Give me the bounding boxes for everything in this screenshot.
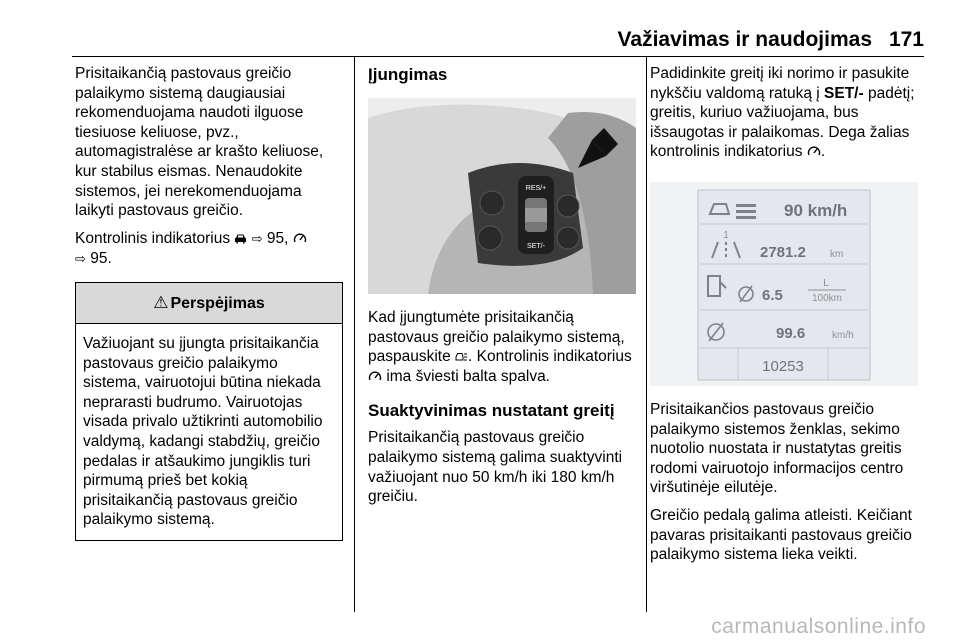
page-header <box>0 0 960 56</box>
activation-paragraph: Kad įjungtumėte prisitaikančią pastovaus greičio palaikymo sistemą, paspauskite . Kontrolinis indikatorius ima šviesti balta spalva. <box>368 309 632 385</box>
indicator-reference: Kontrolinis indikatorius ⇨ 95, ⇨ 95. <box>75 229 343 270</box>
set-key-label: SET/- <box>824 84 864 102</box>
avg-speed-unit: km/h <box>832 329 854 341</box>
paragraph: Prisitaikančios pastovaus greičio palaikymo sistemos ženklas, sekimo nuotolio nuostata ir nustatytas greitis rodomi vairuotojo informacijos centro viršutinėje eilutėje. <box>650 400 904 497</box>
set-speed-readout: 90 km/h <box>784 200 848 220</box>
res-button-label: RES/+ <box>525 185 547 192</box>
trip-distance-readout: 2781.2 <box>760 243 806 261</box>
speedometer-icon <box>807 145 821 157</box>
acc-button-icon <box>455 351 468 362</box>
column-3 <box>650 64 930 573</box>
set-speed-paragraph: Padidinkite greitį iki norimo ir pasukite nykščiu valdomą ratuką į SET/- padėtį; greitis, kuriuo važiuojama, bus išsaugotas ir palaikomas. Dega žalias kontrolinis indikatorius . <box>650 65 915 161</box>
warning-box <box>75 282 343 541</box>
paragraph: Greičio pedalą galima atleisti. Keičiant pavaras prisitaikanti pastovaus greičio palaikymo sistema lieka veikti. <box>650 506 912 564</box>
warning-header: ⚠ Perspėjimas <box>76 283 342 324</box>
set-button-label: SET/- <box>527 243 545 250</box>
speedometer-icon <box>293 232 307 244</box>
arrow-ref-icon: ⇨ <box>251 231 263 247</box>
speedometer-icon <box>368 370 382 382</box>
watermark: carmanualsonline.info <box>711 615 926 638</box>
trip-distance-unit: km <box>830 248 844 260</box>
subsection-heading: Suaktyvinimas nustatant greitį <box>368 401 615 421</box>
steering-wheel-illustration <box>368 98 636 294</box>
section-heading: Įjungimas <box>368 65 448 84</box>
warning-triangle-icon: ⚠ <box>153 292 169 313</box>
paragraph: Prisitaikančią pastovaus greičio palaikymo sistemą daugiausiai rekomenduojama naudoti ilguose tiesiuose keliuose, pvz., automagistralėse ar krašto keliuose, kur stabilus eismas. Nenaudokite sistemos, jei nerekomenduojama laikyti pastovaus greičio. <box>75 65 324 220</box>
avg-consumption-readout: 6.5 <box>762 286 783 304</box>
page-number: 171 <box>888 28 924 51</box>
car-icon <box>234 233 247 244</box>
odometer-readout: 10253 <box>762 357 804 375</box>
column-2 <box>368 64 636 515</box>
consumption-unit-top: L <box>823 277 829 289</box>
avg-speed-readout: 99.6 <box>776 324 806 342</box>
warning-text: Važiuojant su įjungta prisitaikančia pastovaus greičio palaikymo sistema, vairuotojui būtina niekada neprarasti budrumo. Vairuotojas visada privalo užtikrinti automobilio valdymą, kadangi stabdžių, greičio pedalas ir atšaukimo jungiklis turi pirmumą prieš bet kokią prisitaikančią pastovaus greičio palaikymo sistemą. <box>83 334 323 529</box>
column-1 <box>75 64 343 541</box>
column-divider-2 <box>646 57 647 612</box>
gap-setting-readout: 1 <box>723 229 729 241</box>
section-title: Važiavimas ir naudojimas <box>617 28 872 51</box>
arrow-ref-icon: ⇨ <box>75 252 86 268</box>
header-rule <box>72 56 924 57</box>
paragraph: Prisitaikančią pastovaus greičio palaikymo sistemą galima suaktyvinti važiuojant nuo 50 km/h iki 180 km/h greičiu. <box>368 429 623 506</box>
consumption-unit-bottom: 100km <box>811 292 843 304</box>
column-divider-1 <box>354 57 355 612</box>
driver-info-display-illustration <box>650 182 918 386</box>
